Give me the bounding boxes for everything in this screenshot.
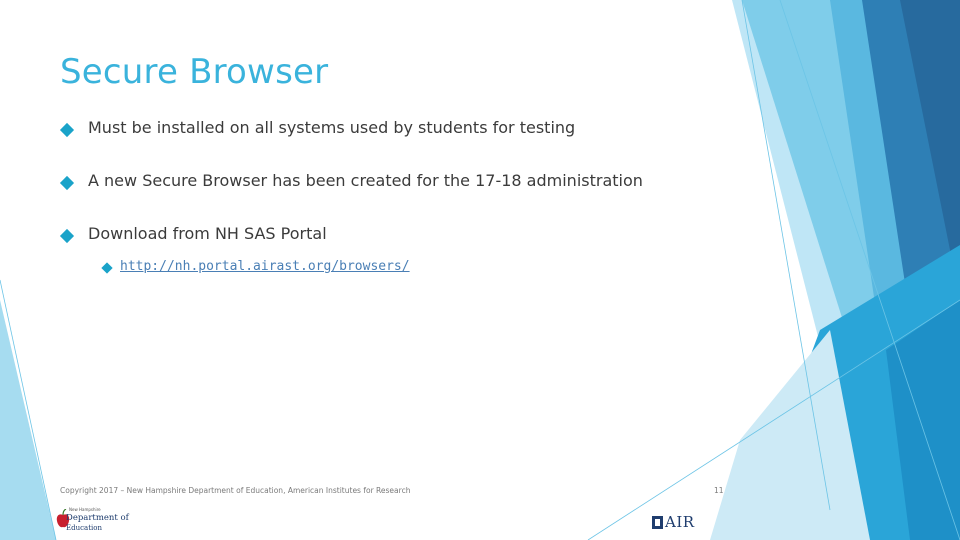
bullet-text: Download from NH SAS Portal	[88, 224, 327, 243]
bullet-text: A new Secure Browser has been created for the 17-18 administration	[88, 171, 643, 190]
bullet-item	[62, 171, 702, 224]
deco-shape-light-left	[0, 300, 56, 540]
copyright-footer: Copyright 2017 – New Hampshire Department of Education, American Institutes for Research	[60, 486, 411, 495]
air-logo-mark-icon	[652, 516, 663, 529]
diamond-bullet-icon	[60, 229, 74, 243]
diamond-bullet-icon	[60, 176, 74, 190]
logo-line-2: Education	[66, 524, 102, 532]
page-number: 11	[714, 486, 724, 495]
logo-small-text: New Hampshire	[69, 507, 101, 512]
air-logo-text: AIR	[665, 513, 695, 531]
diamond-bullet-icon	[60, 123, 74, 137]
logo-line-1: Department of	[66, 513, 129, 523]
bullet-text: Must be installed on all systems used by students for testing	[88, 118, 576, 137]
browser-download-link[interactable]: http://nh.portal.airast.org/browsers/	[120, 259, 410, 274]
slide-title: Secure Browser	[60, 52, 329, 92]
bullet-list	[62, 118, 702, 277]
nh-department-of-education-logo	[56, 507, 129, 535]
bullet-item	[62, 118, 702, 171]
